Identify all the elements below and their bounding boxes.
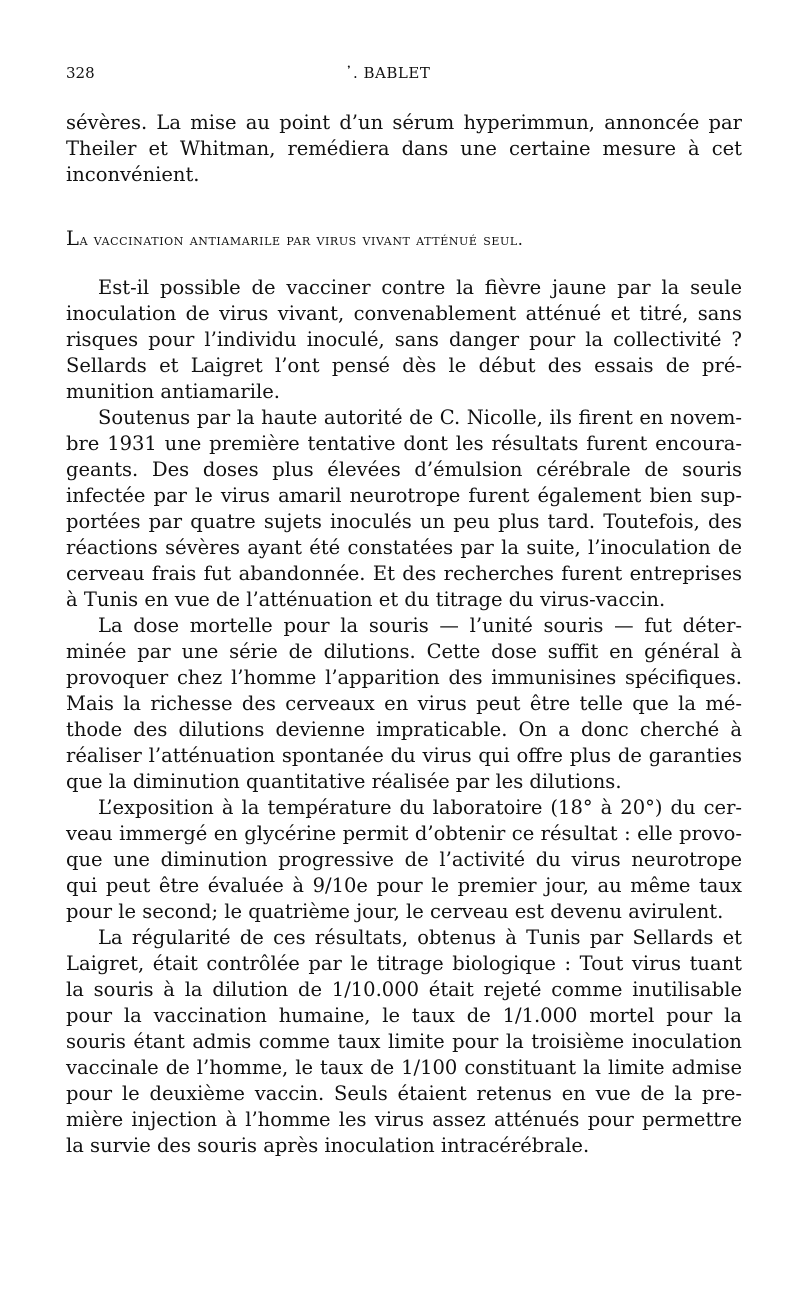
paragraph-2: Soutenus par la haute autorité de C. Nicolle, ils firent en novembre 1931 une première tentative dont les résultats furent encourageants. Des doses plus élevées d’émulsion cérébrale de souris infectée par le virus amaril neurotrope furent également bien supportées par quatre sujets inoculés un peu plus tard. Toutefois, des réactions sévères ayant été constatées par la suite, l’inoculation de cerveau frais fut abandonnée. Et des recherches furent entreprises à Tunis en vue de l’atténuation et du titrage du virus-vaccin. <box>66 406 742 611</box>
section-heading-text: a vaccination antiamarile par virus vivant atténué seul. <box>79 230 524 249</box>
page-number: 328 <box>66 64 95 82</box>
paragraph-1: Est-il possible de vacciner contre la fièvre jaune par la seule inoculation de virus vivant, convenablement atténué et titré, sans risques pour l’individu inoculé, sans danger pour la collectivité ? Sellards et Laigret l’ont pensé dès le début des essais de prémunition antiamarile. <box>66 276 742 403</box>
section-heading-initial: L <box>66 227 80 250</box>
paragraph-4: L’exposition à la température du laboratoire (18° à 20°) du cerveau immergé en glycérine permit d’obtenir ce résultat : elle provoque une diminution progressive de l’activité du virus neurotrope qui peut être évaluée à 9/10e pour le premier jour, au même taux pour le second; le quatrième jour, le cerveau est devenu avirulent. <box>66 796 742 923</box>
paragraph-5: La régularité de ces résultats, obtenus à Tunis par Sellards et Laigret, était contrôlée par le titrage biologique : Tout virus tuant la souris à la dilution de 1/10.000 était rejeté comme inutilisable pour la vaccination humaine, le taux de 1/1.000 mortel pour la souris étant admis comme taux limite pour la troisième inoculation vaccinale de l’homme, le taux de 1/100 constituant la limite admise pour le deuxième vaccin. Seuls étaient retenus en vue de la première injection à l’homme les virus assez atténués pour permettre la survie des souris après inoculation intracérébrale. <box>66 926 742 1157</box>
paragraph-3: La dose mortelle pour la souris — l’unité souris — fut déterminée par une série de dilutions. Cette dose suffit en général à provoquer chez l’homme l’apparition des immunisines spécifiques. Mais la richesse des cerveaux en virus peut être telle que la méthode des dilutions devienne impraticable. On a donc cherché à réaliser l’atténuation spontanée du virus qui offre plus de garanties que la diminution quantitative réalisée par les dilutions. <box>66 614 742 793</box>
running-header <box>66 56 742 90</box>
document-page <box>66 56 742 1159</box>
running-header-author: ᾿. BABLET <box>345 64 431 82</box>
continuation-paragraph: sévères. La mise au point d’un sérum hyperimmun, annoncée par Theiler et Whitman, remédiera dans une certaine mesure à cet inconvénient. <box>66 111 742 186</box>
section-heading <box>66 226 742 253</box>
